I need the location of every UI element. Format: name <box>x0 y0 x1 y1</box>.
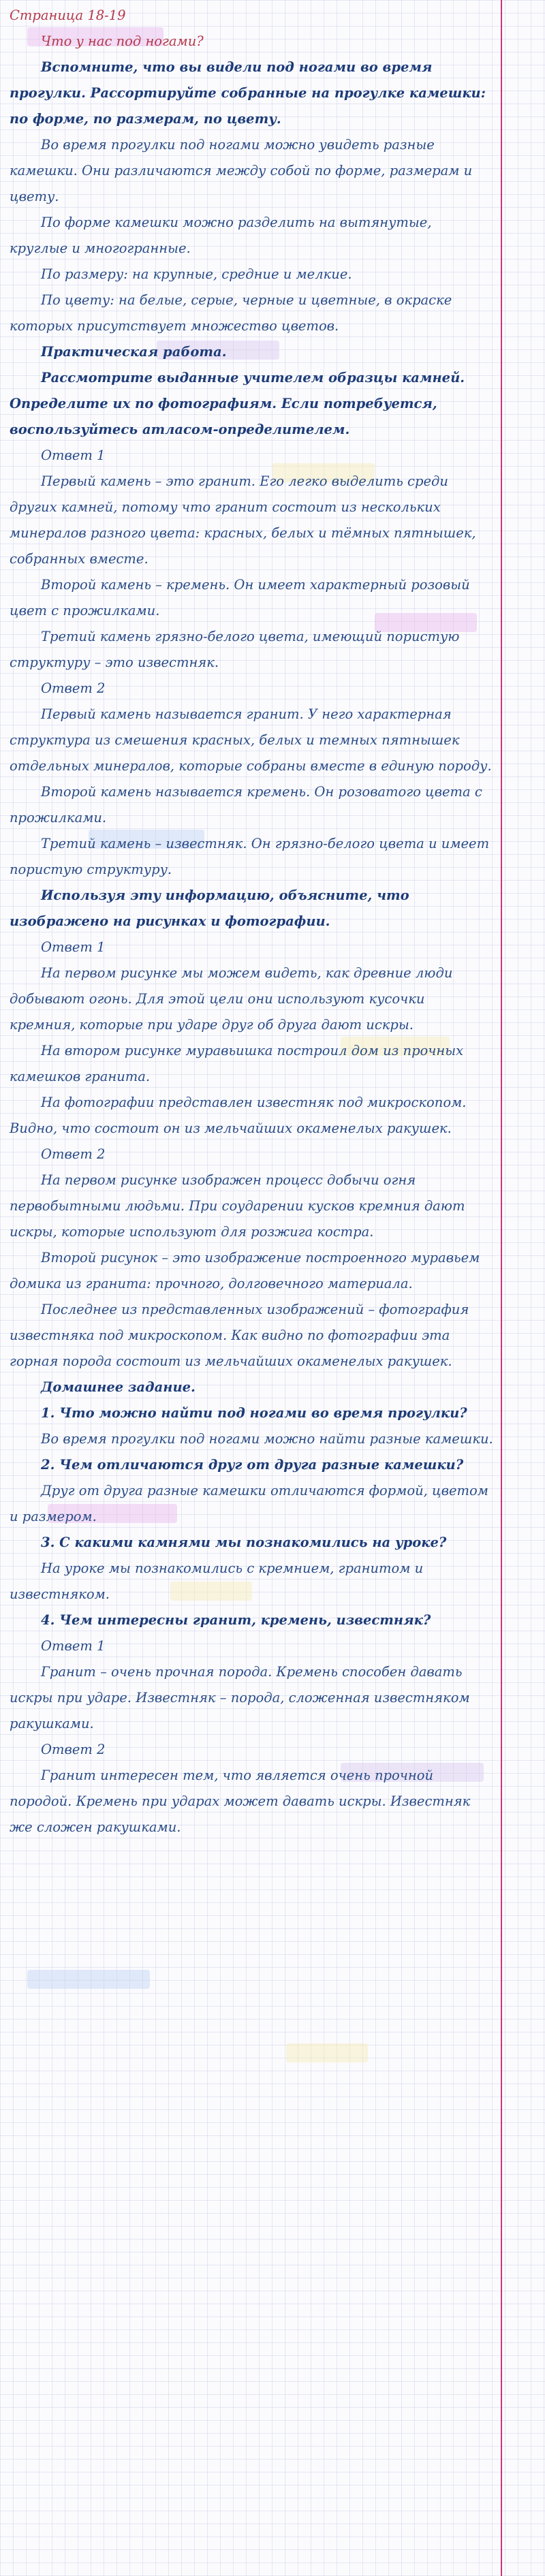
homework-question-4: 4. Чем интересны гранит, кремень, известняк? <box>41 1612 431 1628</box>
answer-paragraph: Второй камень называется кремень. Он розоватого цвета с прожилками. <box>10 784 482 826</box>
homework-answer-3: На уроке мы познакомились с кремнием, гранитом и известняком. <box>10 1560 424 1602</box>
homework-answer-4a: Гранит – очень прочная порода. Кремень способен давать искры при ударе. Известняк – порода, сложенная известняком ракушками. <box>10 1664 470 1731</box>
page-title: Страница 18-19 <box>10 7 126 23</box>
answer-paragraph: Во время прогулки под ногами можно увидеть разные камешки. Они различаются между собой по форме, размерам и цвету. <box>10 137 473 204</box>
answer-paragraph: По размеру: на крупные, средние и мелкие. <box>41 266 352 282</box>
homework-heading: Домашнее задание. <box>41 1379 196 1395</box>
practical-heading: Практическая работа. <box>41 344 227 360</box>
highlight-marker <box>286 2043 368 2062</box>
homework-answer-2: Друг от друга разные камешки отличаются формой, цветом и размером. <box>10 1483 488 1524</box>
question-2: Рассмотрите выданные учителем образцы камней. Определите их по фотографиям. Если потребуется, воспользуйтесь атласом-определителем. <box>10 370 465 437</box>
section-title: Что у нас под ногами? <box>41 33 204 49</box>
answer-paragraph: Второй камень – кремень. Он имеет характерный розовый цвет с прожилками. <box>10 577 470 618</box>
handwritten-content <box>10 3 493 1840</box>
answer-label: Ответ 2 <box>41 680 106 696</box>
margin-line <box>501 0 502 2576</box>
highlight-marker <box>27 1970 150 1989</box>
answer-paragraph: По форме камешки можно разделить на вытянутые, круглые и многогранные. <box>10 215 432 256</box>
homework-question-2: 2. Чем отличаются друг от друга разные камешки? <box>41 1457 464 1473</box>
homework-answer-1: Во время прогулки под ногами можно найти разные камешки. <box>41 1431 493 1447</box>
answer-label: Ответ 1 <box>41 939 106 955</box>
answer-label: Ответ 1 <box>41 447 106 463</box>
answer-paragraph: Последнее из представленных изображений – фотография известняка под микроскопом. Как видно по фотографии эта горная порода состоит из мельчайших окаменелых ракушек. <box>10 1302 469 1369</box>
answer-paragraph: Второй рисунок – это изображение построенного муравьем домика из гранита: прочного, долговечного материала. <box>10 1250 480 1291</box>
question-1: Вспомните, что вы видели под ногами во время прогулки. Рассортируйте собранные на прогулке камешки: по форме, по размерам, по цвету. <box>10 59 486 127</box>
homework-question-1: 1. Что можно найти под ногами во время прогулки? <box>41 1405 467 1421</box>
answer-paragraph: Третий камень грязно-белого цвета, имеющий пористую структуру – это известняк. <box>10 629 460 670</box>
answer-label: Ответ 1 <box>41 1638 106 1654</box>
answer-label: Ответ 2 <box>41 1742 106 1757</box>
answer-label: Ответ 2 <box>41 1146 106 1162</box>
answer-paragraph: По цвету: на белые, серые, черные и цветные, в окраске которых присутствует множество цветов. <box>10 292 452 334</box>
question-3: Используя эту информацию, объясните, что изображено на рисунках и фотографии. <box>10 888 409 929</box>
answer-paragraph: На первом рисунке изображен процесс добычи огня первобытными людьми. При соударении кусков кремния дают искры, которые используют для розжига костра. <box>10 1172 465 1240</box>
answer-paragraph: На втором рисунке муравьишка построил дом из прочных камешков гранита. <box>10 1043 464 1084</box>
homework-answer-4b: Гранит интересен тем, что является очень прочной породой. Кремень при ударах может давать искры. Известняк же сложен ракушками. <box>10 1768 471 1835</box>
answer-paragraph: На фотографии представлен известняк под микроскопом. Видно, что состоит он из мельчайших окаменелых ракушек. <box>10 1095 467 1136</box>
answer-paragraph: Первый камень называется гранит. У него характерная структура из смешения красных, белых и темных пятнышек отдельных минералов, которые собраны вместе в единую породу. <box>10 706 492 774</box>
answer-paragraph: На первом рисунке мы можем видеть, как древние люди добывают огонь. Для этой цели они используют кусочки кремния, которые при ударе друг об друга дают искры. <box>10 965 453 1033</box>
homework-question-3: 3. С какими камнями мы познакомились на уроке? <box>41 1535 447 1550</box>
answer-paragraph: Третий камень – известняк. Он грязно-белого цвета и имеет пористую структуру. <box>10 836 490 877</box>
answer-paragraph: Первый камень – это гранит. Его легко выделить среди других камней, потому что гранит состоит из нескольких минералов разного цвета: красных, белых и тёмных пятнышек, собранных вместе. <box>10 473 476 567</box>
